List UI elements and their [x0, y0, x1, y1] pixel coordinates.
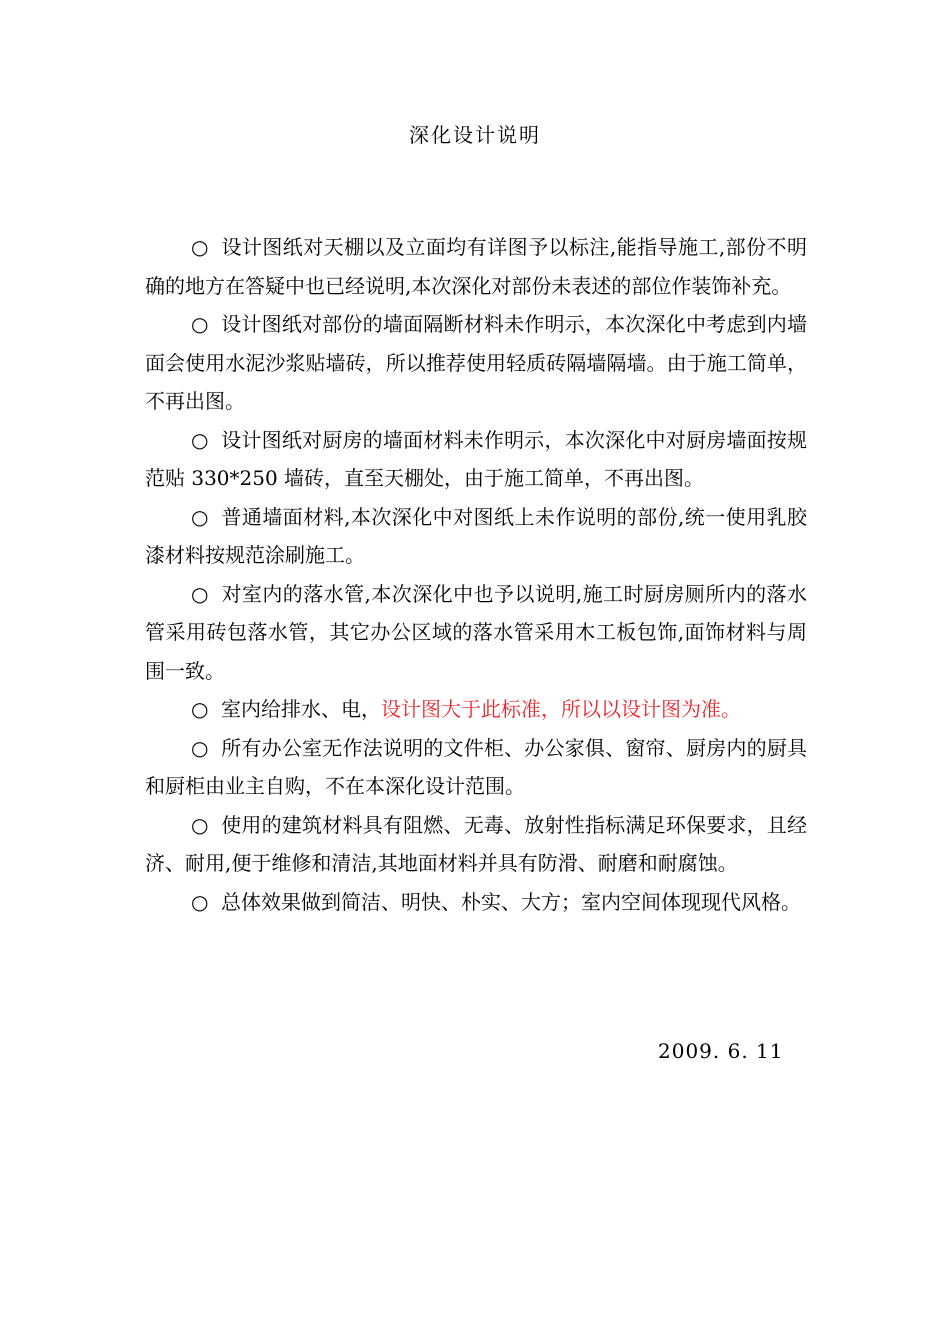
- paragraph: [145, 421, 807, 498]
- bullet-circle-icon: ○: [191, 581, 209, 606]
- highlighted-text: 设计图大于此标准，所以以设计图为准。: [381, 697, 741, 721]
- bullet-circle-icon: ○: [191, 504, 209, 529]
- bullet-circle-icon: ○: [191, 735, 209, 760]
- paragraph-text: 总体效果做到简洁、明快、朴实、大方；室内空间体现现代风格。: [221, 889, 801, 914]
- paragraph-text: 对室内的落水管,本次深化中也予以说明,施工时厨房厕所内的落水管采用砖包落水管，其它办公区域的落水管采用木工板包饰,面饰材料与周围一致。: [145, 581, 807, 683]
- document-body: [145, 228, 807, 921]
- paragraph: [145, 690, 807, 729]
- bullet-circle-icon: ○: [191, 427, 209, 452]
- paragraph: [145, 305, 807, 421]
- document-title: 深化设计说明: [409, 123, 541, 147]
- paragraph: [145, 498, 807, 575]
- paragraph-text: 室内给排水、电，: [221, 697, 381, 721]
- bullet-circle-icon: ○: [191, 889, 209, 914]
- paragraph-text: 设计图纸对部份的墙面隔断材料未作明示，本次深化中考虑到内墙面会使用水泥沙浆贴墙砖，所以推荐使用轻质砖隔墙隔墙。由于施工简单，不再出图。: [145, 312, 807, 413]
- bullet-circle-icon: ○: [191, 235, 209, 259]
- paragraph: [145, 228, 807, 305]
- document-date: 2009. 6. 11: [658, 1039, 784, 1063]
- paragraph-text: 所有办公室无作法说明的文件柜、办公家俱、窗帘、厨房内的厨具和厨柜由业主自购，不在本深化设计范围。: [145, 735, 807, 798]
- paragraph: [145, 806, 807, 883]
- bullet-circle-icon: ○: [191, 812, 209, 837]
- paragraph: [145, 883, 807, 922]
- paragraph: [145, 575, 807, 691]
- paragraph-text: 设计图纸对厨房的墙面材料未作明示，本次深化中对厨房墙面按规范贴 330*250 墙砖，直至天棚处，由于施工简单，不再出图。: [145, 427, 807, 490]
- paragraph-text: 设计图纸对天棚以及立面均有详图予以标注,能指导施工,部份不明确的地方在答疑中也已经说明,本次深化对部份未表述的部位作装饰补充。: [145, 235, 807, 298]
- paragraph-text: 普通墙面材料,本次深化中对图纸上未作说明的部份,统一使用乳胶漆材料按规范涂刷施工。: [145, 504, 807, 567]
- bullet-circle-icon: ○: [191, 697, 209, 721]
- paragraph-text: 使用的建筑材料具有阻燃、无毒、放射性指标满足环保要求，且经济、耐用,便于维修和清洁,其地面材料并具有防滑、耐磨和耐腐蚀。: [145, 812, 807, 875]
- bullet-circle-icon: ○: [191, 312, 209, 336]
- paragraph: [145, 729, 807, 806]
